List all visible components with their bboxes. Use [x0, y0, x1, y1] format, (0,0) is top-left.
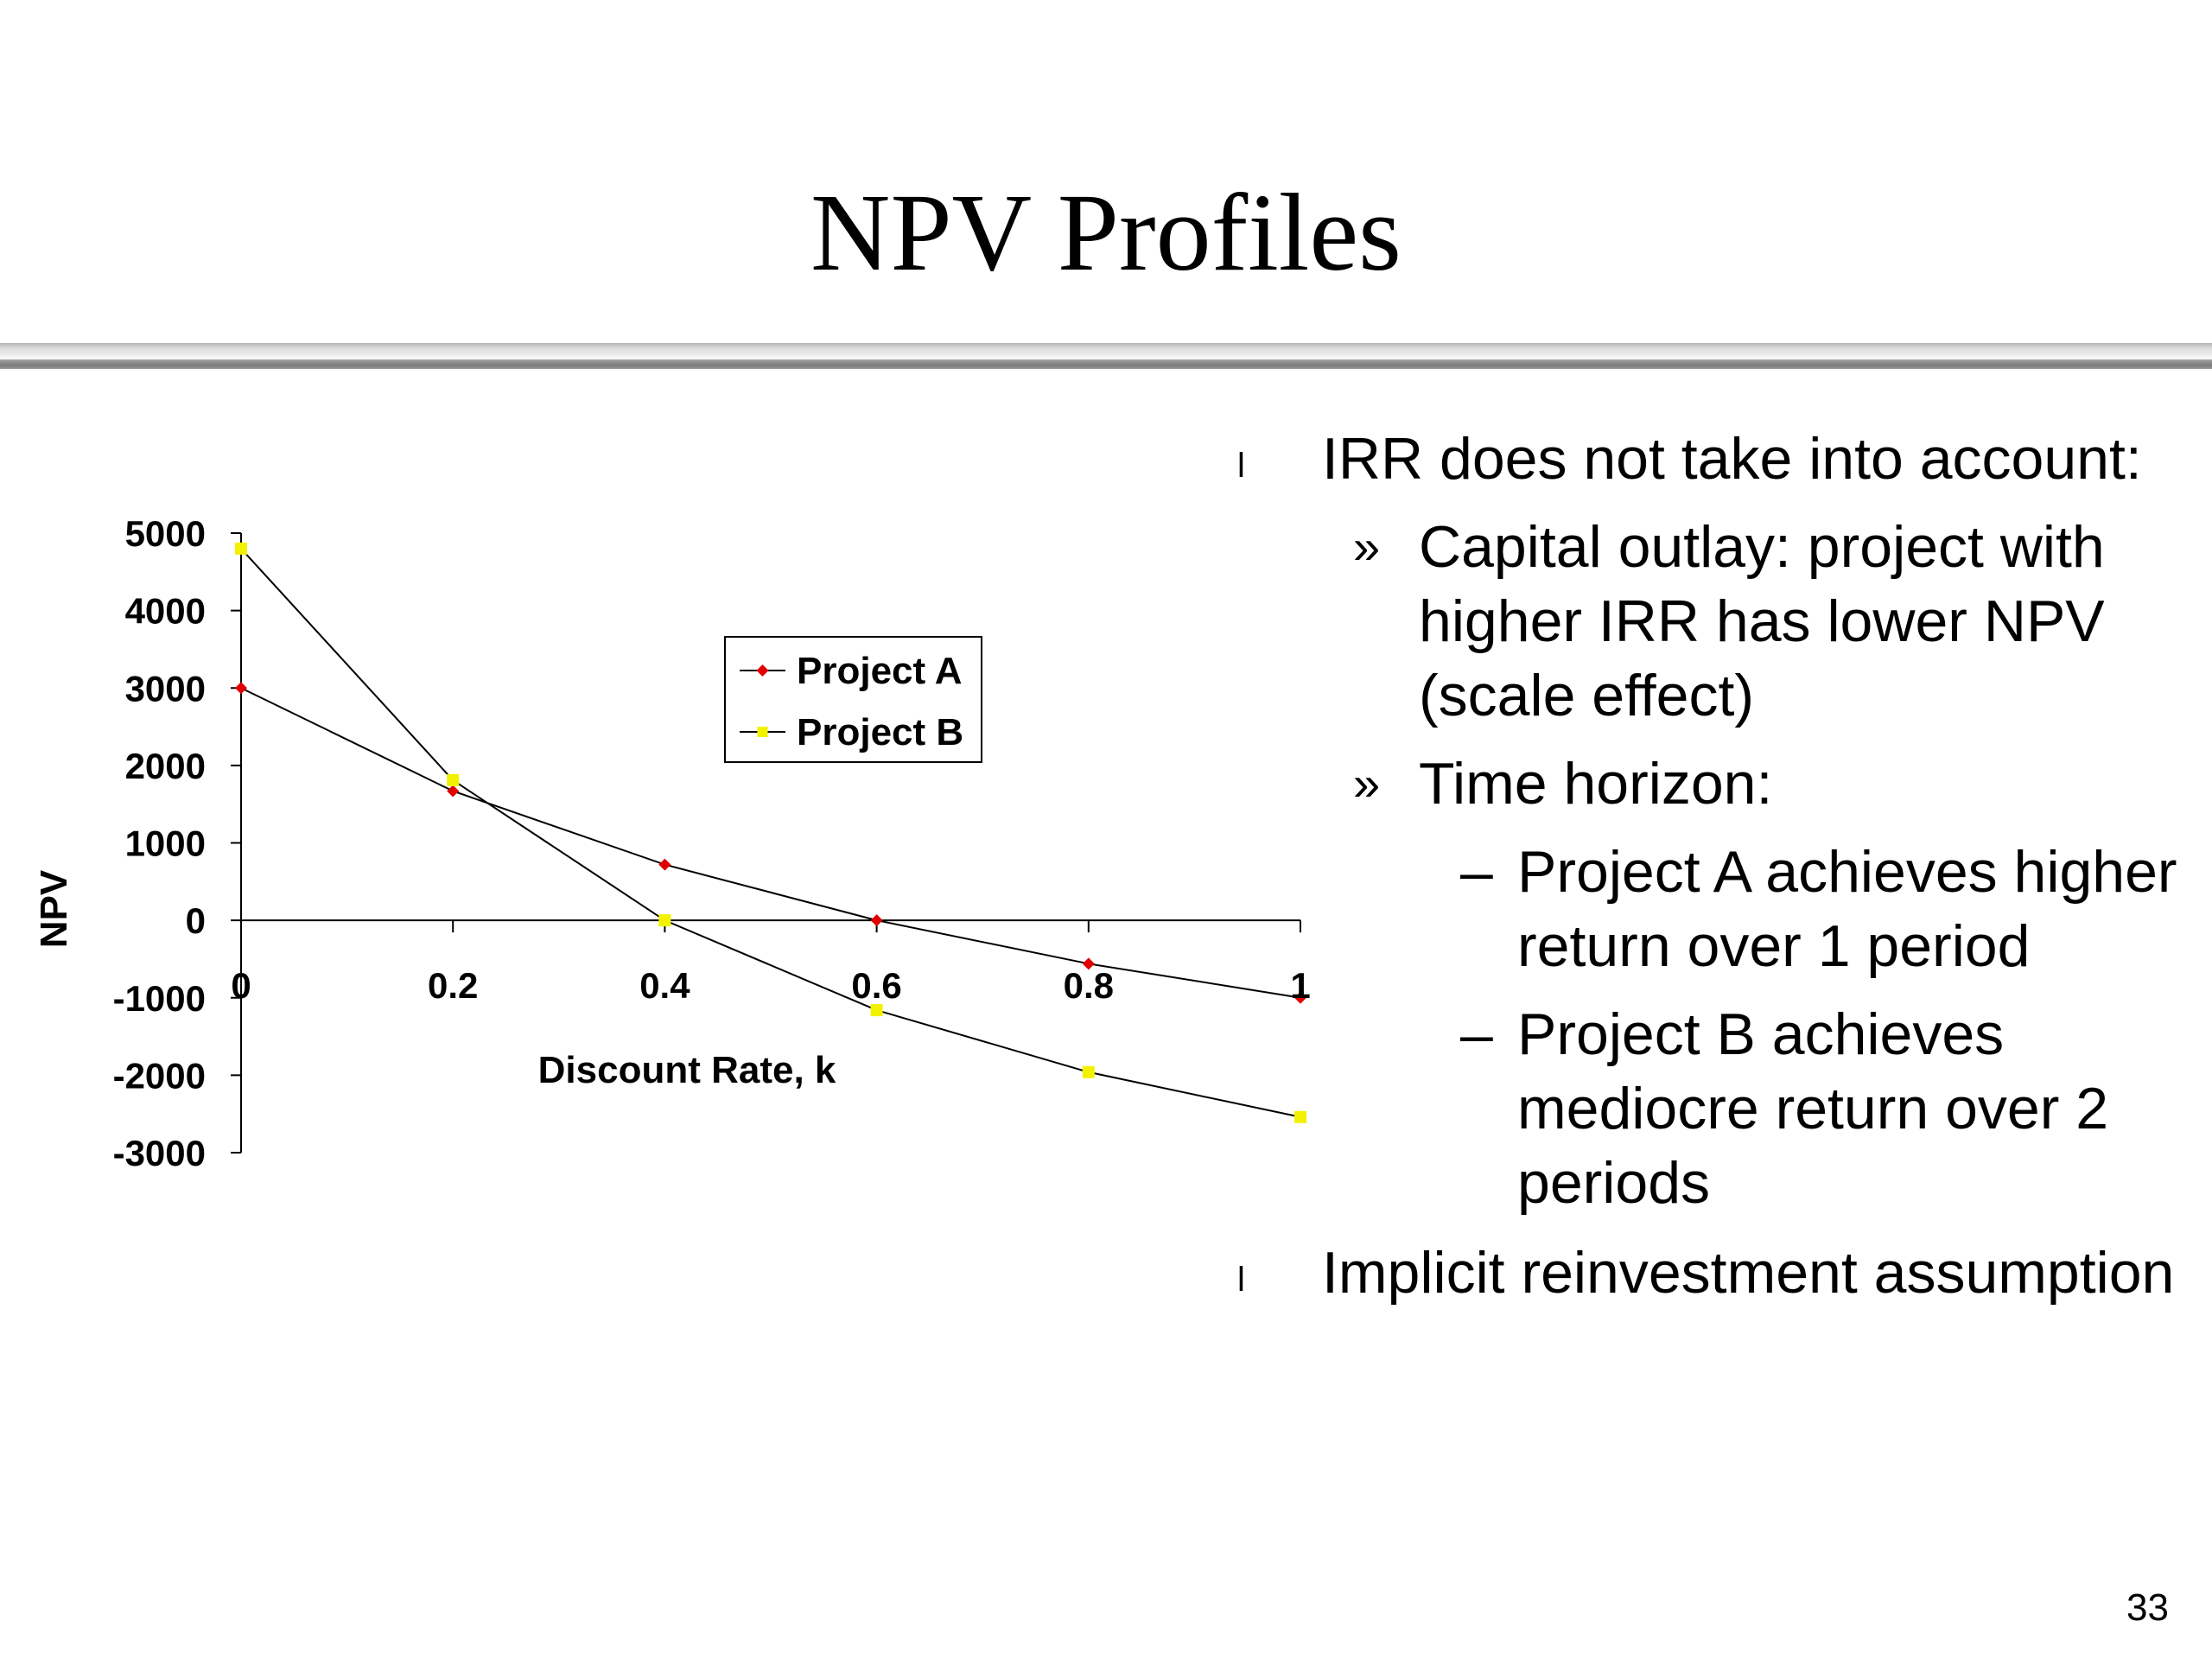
legend-label-project-a: Project A	[797, 650, 963, 692]
x-tick-labels	[231, 965, 1310, 1006]
data-point-project-a	[658, 859, 671, 871]
y-axis-label: NPV	[33, 869, 75, 949]
bullet-marker: –	[1460, 1001, 1493, 1067]
bullet-text: IRR does not take into account:	[1322, 426, 2142, 492]
data-point-project-b	[447, 774, 459, 786]
data-point-project-b	[1083, 1066, 1095, 1078]
chart-series	[235, 543, 1306, 1123]
bullet-time-horizon	[1227, 747, 2195, 821]
bullet-irr-limitations	[1227, 422, 2195, 496]
bullet-capital-outlay	[1227, 510, 2195, 733]
y-tick-label: -1000	[112, 977, 206, 1019]
bullet-text: Project B achieves mediocre return over 2 periods	[1517, 1001, 2109, 1216]
page-number: 33	[2126, 1586, 2169, 1629]
chart-legend	[725, 637, 982, 762]
bullet-project-a	[1227, 835, 2195, 983]
title-divider	[0, 343, 2212, 369]
y-tick-label: 3000	[124, 668, 206, 709]
slide-title: NPV Profiles	[810, 171, 1402, 294]
bullet-list	[1227, 422, 2195, 1310]
bullet-text: Capital outlay: project with higher IRR has lower NPV (scale effect)	[1419, 514, 2105, 728]
x-tick-label: 1	[1290, 965, 1311, 1007]
x-axis-label: Discount Rate, k	[537, 1049, 836, 1091]
data-point-project-b	[871, 1004, 883, 1016]
bullet-marker: »	[1353, 519, 1381, 574]
y-tick-label: -3000	[112, 1133, 206, 1173]
y-tick-labels	[113, 513, 206, 1173]
series-line-project-b	[241, 549, 1300, 1117]
bullet-marker: l	[1237, 1261, 1245, 1299]
y-tick-label: 0	[185, 900, 206, 942]
x-tick-label: 0	[231, 965, 251, 1007]
legend-label-project-b: Project B	[797, 711, 964, 753]
bullet-marker: l	[1237, 447, 1245, 485]
x-tick-label: 0.6	[851, 965, 902, 1007]
bullet-text: Time horizon:	[1419, 751, 1773, 817]
bullet-marker: –	[1460, 839, 1493, 905]
bullet-text: Project A achieves higher return over 1 period	[1517, 839, 2177, 979]
bullet-project-b	[1227, 997, 2195, 1220]
data-point-project-a	[447, 785, 459, 797]
x-tick-label: 0.8	[1063, 965, 1114, 1007]
y-tick-label: 4000	[124, 590, 206, 632]
y-tick-label: 5000	[124, 513, 206, 554]
y-tick-label: -2000	[112, 1055, 206, 1096]
x-tick-label: 0.2	[428, 965, 479, 1007]
data-point-project-b	[235, 543, 247, 555]
x-tick-label: 0.4	[639, 965, 690, 1007]
bullet-marker: »	[1353, 756, 1381, 810]
bullet-reinvestment	[1227, 1236, 2195, 1310]
y-tick-label: 2000	[124, 745, 206, 786]
data-point-project-a	[235, 682, 247, 694]
y-tick-label: 1000	[124, 823, 206, 864]
legend-marker-project-b	[758, 727, 768, 737]
bullet-text: Implicit reinvestment assumption	[1322, 1240, 2175, 1306]
data-point-project-b	[658, 914, 671, 926]
data-point-project-a	[871, 914, 883, 926]
npv-chart	[0, 406, 1331, 1322]
